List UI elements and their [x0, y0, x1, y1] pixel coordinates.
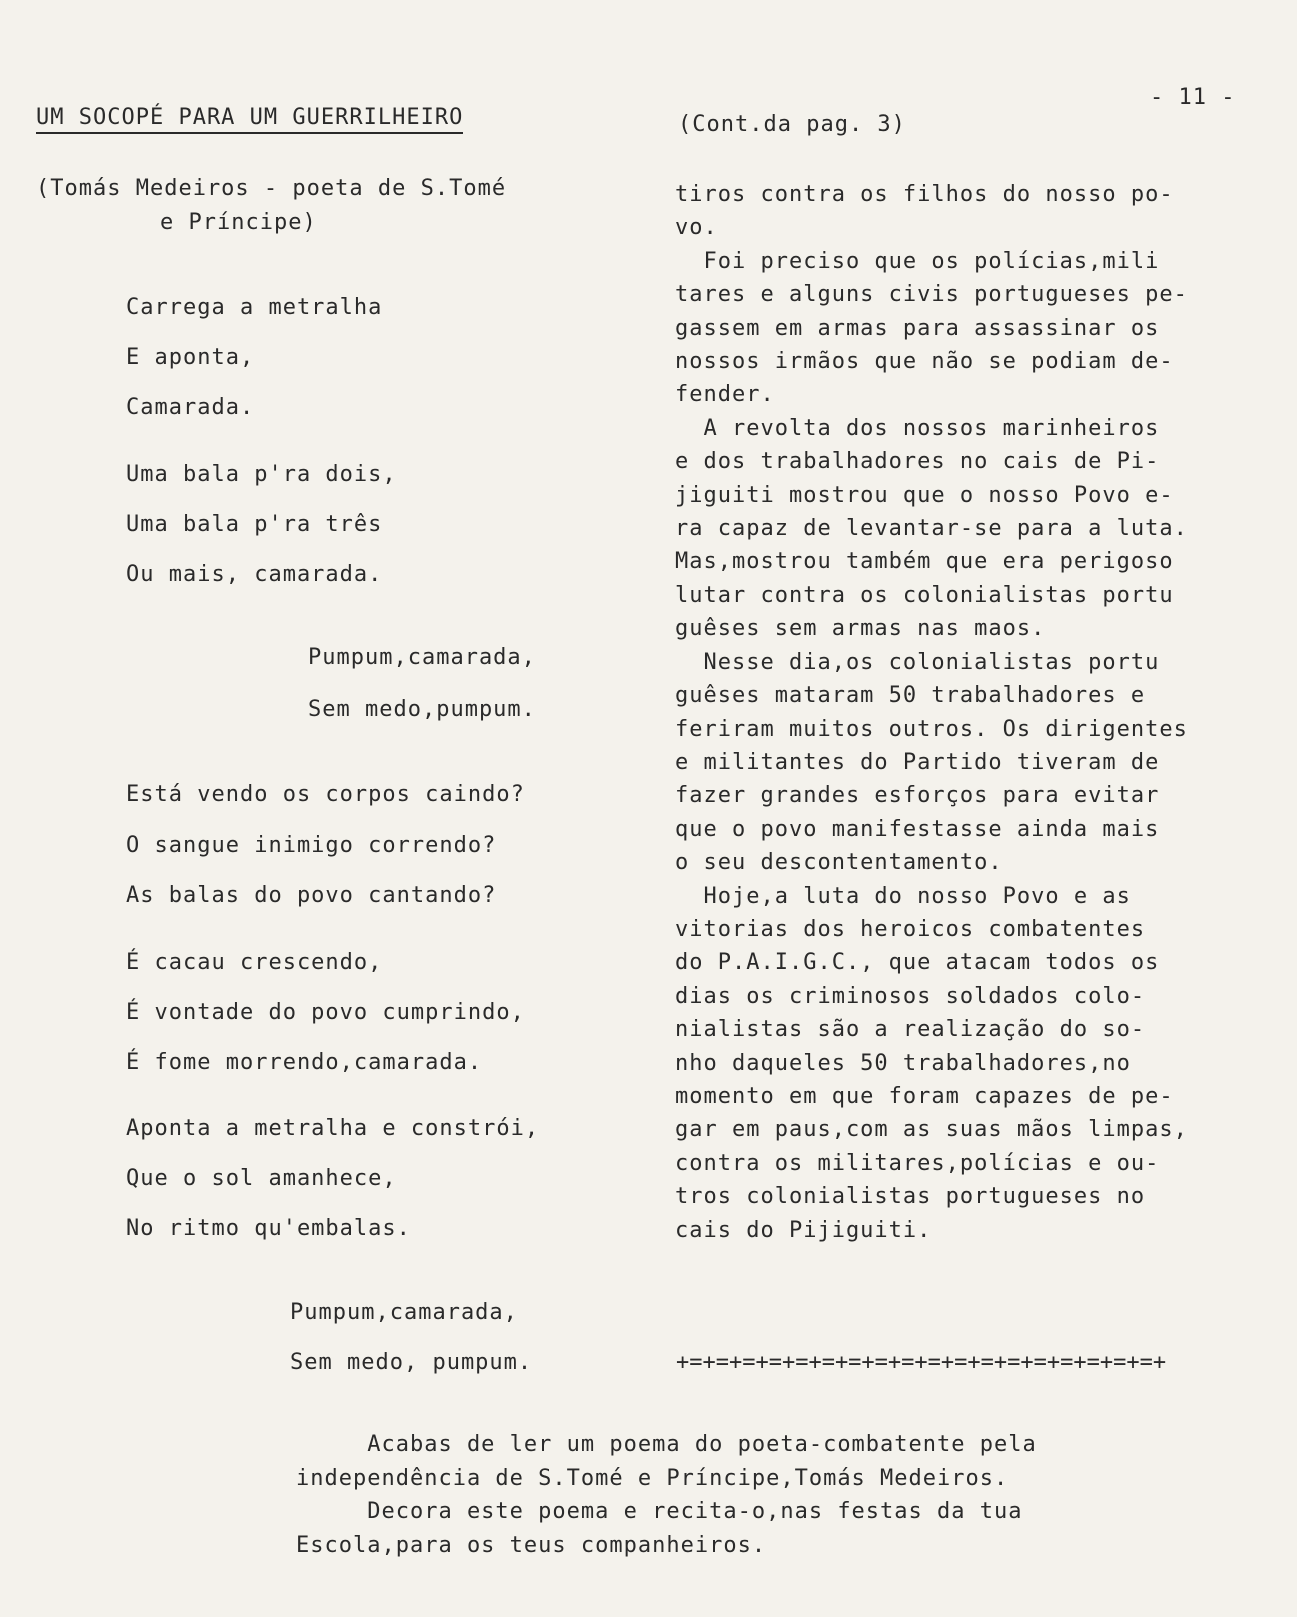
- poem-line: O sangue inimigo correndo?: [126, 833, 497, 858]
- poem-line: Que o sol amanhece,: [126, 1166, 397, 1191]
- poem-line: Uma bala p'ra dois,: [126, 462, 397, 487]
- poem-author-line1: (Tomás Medeiros - poeta de S.Tomé: [36, 176, 507, 201]
- poem-line: É cacau crescendo,: [126, 950, 383, 975]
- poem-refrain-line: Sem medo,pumpum.: [308, 697, 536, 722]
- poem-refrain-line: Pumpum,camarada,: [290, 1300, 518, 1325]
- poem-line: Aponta a metralha e constrói,: [126, 1116, 540, 1141]
- poem-author-line2: e Príncipe): [160, 210, 317, 235]
- poem-line: Camarada.: [126, 395, 255, 420]
- poem-line: Ou mais, camarada.: [126, 562, 383, 587]
- poem-refrain-line: Pumpum,camarada,: [308, 645, 536, 670]
- right-column-text: tiros contra os filhos do nosso po- vo. Foi preciso que os polícias,mili tares e alguns civis portugueses pe- gassem em armas para assassinar os nossos irmãos que não se podiam de- fender. A revolta dos nossos marinheiros e dos trabalhadores no cais de Pi- jiguiti mostrou que o nosso Povo e- ra capaz de levantar-se para a luta. Mas,mostrou também que era perigoso lutar contra os colonialistas portu guêses sem armas nas maos. Nesse dia,os colonialistas portu guêses mataram 50 trabalhadores e feriram muitos outros. Os dirigentes e militantes do Partido tiveram de fazer grandes esforços para evitar que o povo manifestasse ainda mais o seu descontentamento. Hoje,a luta do nosso Povo e as vitorias dos heroicos combatentes do P.A.I.G.C., que atacam todos os dias os criminosos soldados colo- nialistas são a realização do so- nho daqueles 50 trabalhadores,no momento em que foram capazes de pe- gar em paus,com as suas mãos limpas, contra os militares,polícias e ou- tros colonialistas portugueses no cais do Pijiguiti.: [675, 182, 1188, 1243]
- poem-refrain-line: Sem medo, pumpum.: [290, 1350, 533, 1375]
- separator-line: +=+=+=+=+=+=+=+=+=+=+=+=+=+=+=+=+=+=+: [676, 1350, 1167, 1375]
- poem-line: E aponta,: [126, 345, 255, 370]
- poem-title: UM SOCOPÉ PARA UM GUERRILHEIRO: [36, 105, 463, 134]
- poem-line: Uma bala p'ra três: [126, 512, 383, 537]
- poem-line: É vontade do povo cumprindo,: [126, 1000, 525, 1025]
- poem-line: No ritmo qu'embalas.: [126, 1216, 411, 1241]
- poem-line: Está vendo os corpos caindo?: [126, 782, 525, 807]
- footer-note: Acabas de ler um poema do poeta-combatente pela independência de S.Tomé e Príncipe,Tomás Medeiros. Decora este poema e recita-o,nas festas da tua Escola,para os teus companheiros.: [296, 1432, 1037, 1558]
- poem-line: É fome morrendo,camarada.: [126, 1050, 483, 1075]
- poem-line: Carrega a metralha: [126, 295, 383, 320]
- page-number: - 11 -: [1150, 85, 1236, 110]
- poem-line: As balas do povo cantando?: [126, 883, 497, 908]
- continuation-note: (Cont.da pag. 3): [678, 112, 906, 137]
